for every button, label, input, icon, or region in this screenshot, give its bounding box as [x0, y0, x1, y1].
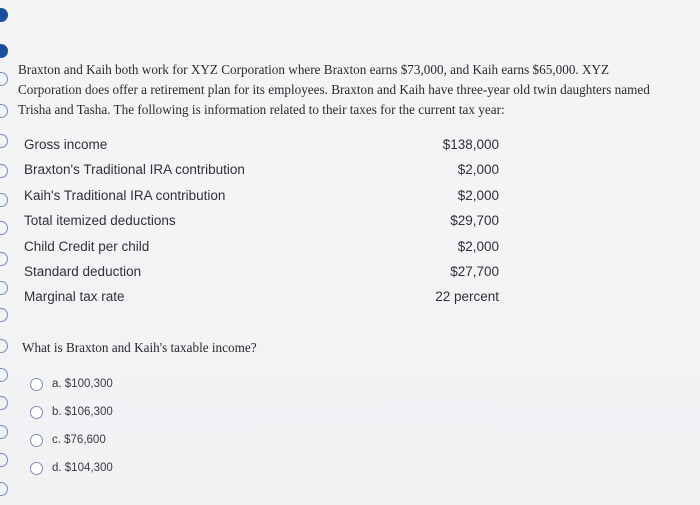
- table-row: [24, 135, 499, 160]
- tax-info-table: [24, 135, 499, 313]
- row-value: $27,700: [450, 263, 499, 279]
- table-row: [24, 160, 499, 185]
- row-label: Standard deduction: [24, 263, 142, 279]
- row-value: $29,700: [450, 213, 499, 229]
- nav-dot[interactable]: [0, 72, 8, 86]
- row-value: $2,000: [457, 162, 499, 178]
- row-label: Marginal tax rate: [24, 289, 125, 305]
- question-prompt: What is Braxton and Kaih's taxable income?: [22, 340, 257, 355]
- nav-dot[interactable]: [0, 482, 8, 496]
- row-label: Child Credit per child: [24, 238, 150, 254]
- option-label: a. $100,300: [52, 378, 113, 390]
- table-row: [24, 262, 499, 287]
- answer-option-c[interactable]: [30, 426, 113, 454]
- answer-options: [30, 370, 113, 482]
- row-label: Braxton's Traditional IRA contribution: [24, 162, 245, 178]
- option-label: c. $76,600: [52, 434, 106, 446]
- answer-option-b[interactable]: [30, 398, 113, 426]
- nav-dot[interactable]: [0, 281, 8, 295]
- question-panel: [12, 60, 672, 120]
- nav-dot[interactable]: [0, 252, 8, 266]
- row-value: $2,000: [457, 238, 499, 254]
- nav-dot[interactable]: [0, 308, 8, 322]
- nav-dot[interactable]: [0, 425, 8, 439]
- radio-button[interactable]: [30, 434, 43, 447]
- radio-button[interactable]: [30, 462, 43, 475]
- table-row: [24, 186, 499, 211]
- table-row: [24, 287, 499, 312]
- radio-button[interactable]: [30, 406, 43, 419]
- answer-option-d[interactable]: [30, 454, 113, 482]
- nav-dot[interactable]: [0, 44, 8, 58]
- radio-button[interactable]: [30, 378, 43, 391]
- answer-option-a[interactable]: [30, 370, 113, 398]
- option-label: d. $104,300: [52, 462, 113, 474]
- option-label: b. $106,300: [52, 406, 113, 418]
- nav-dot[interactable]: [0, 339, 8, 353]
- row-value: $138,000: [442, 137, 499, 152]
- nav-dot[interactable]: [0, 396, 8, 410]
- row-label: Gross income: [24, 137, 108, 152]
- nav-dot[interactable]: [0, 134, 8, 148]
- table-row: [24, 237, 499, 262]
- row-value: 22 percent: [435, 289, 499, 305]
- nav-dot[interactable]: [0, 104, 8, 118]
- nav-dot[interactable]: [0, 221, 8, 235]
- nav-dot[interactable]: [0, 368, 8, 382]
- nav-dot[interactable]: [0, 193, 8, 207]
- nav-dot[interactable]: [0, 453, 8, 467]
- table-row: [24, 211, 499, 236]
- nav-dot[interactable]: [0, 164, 8, 178]
- row-label: Total itemized deductions: [24, 213, 176, 229]
- row-label: Kaih's Traditional IRA contribution: [24, 187, 226, 203]
- row-value: $2,000: [457, 187, 499, 203]
- question-intro-text: Braxton and Kaih both work for XYZ Corporation where Braxton earns $73,000, and Kaih earns $65,000. XYZ Corporation does offer a retirement plan for its employees. Braxton and Kaih have three-year old twin daughters named Trisha and Tasha. The following is information related to their taxes for the current tax year:: [18, 62, 650, 117]
- nav-dot-current[interactable]: [0, 8, 8, 22]
